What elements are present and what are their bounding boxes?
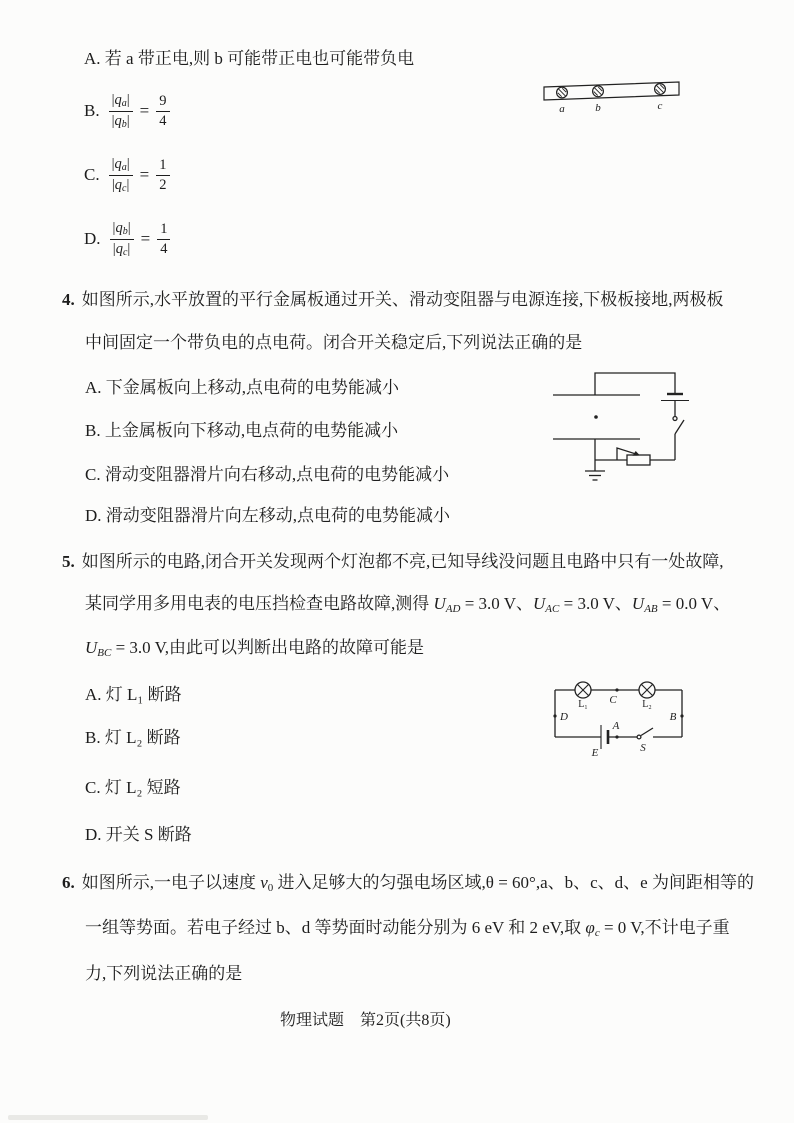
q3-option-a-text: 若 a 带正电,则 b 可能带正电也可能带负电 (104, 49, 415, 68)
q5-text-line-3: $U_{BC} = 3.0$ V,由此可以判断出电路的故障可能是 (85, 638, 424, 659)
q5-option-b: B. 灯 L₂ 断路 (85, 728, 181, 747)
q4-option-c: C. 滑动变阻器滑片向右移动,点电荷的电势能减小 (85, 465, 450, 484)
q4-diagram-capacitor-circuit (545, 362, 695, 492)
charge-a-icon (557, 87, 568, 98)
q5-text-line-1: 5. 如图所示的电路,闭合开关发现两个灯泡都不亮,已知导线没问题且电路中只有一处故障, (62, 552, 724, 571)
q4-text-line-2: 中间固定一个带负电的点电荷。闭合开关稳定后,下列说法正确的是 (85, 333, 583, 352)
q3-option-d (84, 220, 170, 259)
q3-option-c-value: $\frac{1}{2}$ (156, 157, 169, 194)
lamp-l2-icon (639, 682, 655, 698)
charge-a-label: a (559, 103, 565, 115)
q3-option-d-value: $\frac{1}{4}$ (157, 221, 170, 258)
q4-option-d: D. 滑动变阻器滑片向左移动,点电荷的电势能减小 (85, 506, 451, 525)
q3-option-b-letter: B. (84, 101, 100, 121)
charge-c-icon (655, 84, 666, 95)
node-b-dot (680, 714, 683, 717)
q5-option-c: C. 灯 L₂ 短路 (85, 778, 181, 797)
node-a-label: A (612, 720, 620, 732)
q6-text-line-2: 一组等势面。若电子经过 b、d 等势面时动能分别为 6 eV 和 2 eV,取 $\varphi_c = 0$ V,不计电子重 (85, 918, 730, 939)
q4-option-b: B. 上金属板向下移动,电点荷的电势能减小 (85, 421, 399, 440)
q3-option-b-value: $\frac{9}{4}$ (156, 93, 169, 130)
equals-sign: = (139, 165, 150, 185)
q3-option-c-charge-ratio: $\frac{|q_a|}{|q_c|}$ (109, 156, 133, 195)
switch-icon (637, 728, 653, 739)
q3-option-a-letter: A. (84, 49, 101, 68)
scan-artifact (8, 1115, 208, 1120)
q5-option-a: A. 灯 L₁ 断路 (85, 685, 182, 704)
q6-text-line-3: 力,下列说法正确的是 (85, 964, 243, 983)
q3-option-c-letter: C. (84, 165, 100, 185)
equals-sign: = (140, 229, 151, 249)
q3-option-d-letter: D. (84, 229, 101, 249)
q6-text-line-1: 6. 如图所示,一电子以速度 $v_0$ 进入足够大的匀强电场区域,θ = 60°,a、b、c、d、e 为间距相等的 (62, 873, 754, 894)
q5-text-line-2: 某同学用多用电表的电压挡检查电路故障,测得 $U_{AD} = 3.0$ V、$U_{AC} = 3.0$ V、$U_{AB} = 0.0$ V、 (85, 594, 731, 615)
ground-icon (585, 471, 605, 480)
node-c-dot (615, 688, 618, 691)
node-a-dot (615, 735, 618, 738)
node-b-label: B (669, 711, 677, 723)
q3-option-b-charge-ratio: $\frac{|q_a|}{|q_b|}$ (109, 92, 133, 131)
q5-diagram-lamp-circuit (550, 672, 695, 772)
battery-icon (601, 725, 608, 749)
charge-b-icon (593, 86, 604, 97)
q3-option-b (84, 92, 170, 131)
battery-label: E (591, 747, 599, 759)
q6-number: 6. (62, 873, 75, 892)
charge-c-label: c (657, 100, 663, 112)
q3-option-a (84, 48, 414, 69)
q3-diagram-charged-rod (538, 78, 688, 116)
lamp-l2-label: L₂ (642, 699, 652, 710)
equals-sign: = (139, 101, 150, 121)
q3-option-d-charge-ratio: $\frac{|q_b|}{|q_c|}$ (110, 220, 134, 259)
switch-label: S (640, 742, 646, 754)
node-d-label: D (560, 711, 568, 723)
node-d-dot (553, 714, 556, 717)
page-footer: 物理试题 第2页(共8页) (280, 1012, 451, 1029)
q3-option-c (84, 156, 170, 195)
charge-b-label: b (595, 102, 601, 114)
q4-text-line-1: 4. 如图所示,水平放置的平行金属板通过开关、滑动变阻器与电源连接,下极板接地,两极板 (62, 290, 724, 309)
q5-number: 5. (62, 552, 75, 571)
q4-option-a: A. 下金属板向上移动,点电荷的电势能减小 (85, 378, 400, 397)
point-charge-icon (594, 415, 598, 419)
lamp-l1-icon (575, 682, 591, 698)
q5-option-d: D. 开关 S 断路 (85, 825, 192, 844)
switch-icon (673, 417, 677, 421)
q4-number: 4. (62, 290, 75, 309)
node-c-label: C (609, 694, 617, 706)
rheostat-icon (627, 455, 650, 465)
lamp-l1-label: L₁ (578, 699, 588, 710)
